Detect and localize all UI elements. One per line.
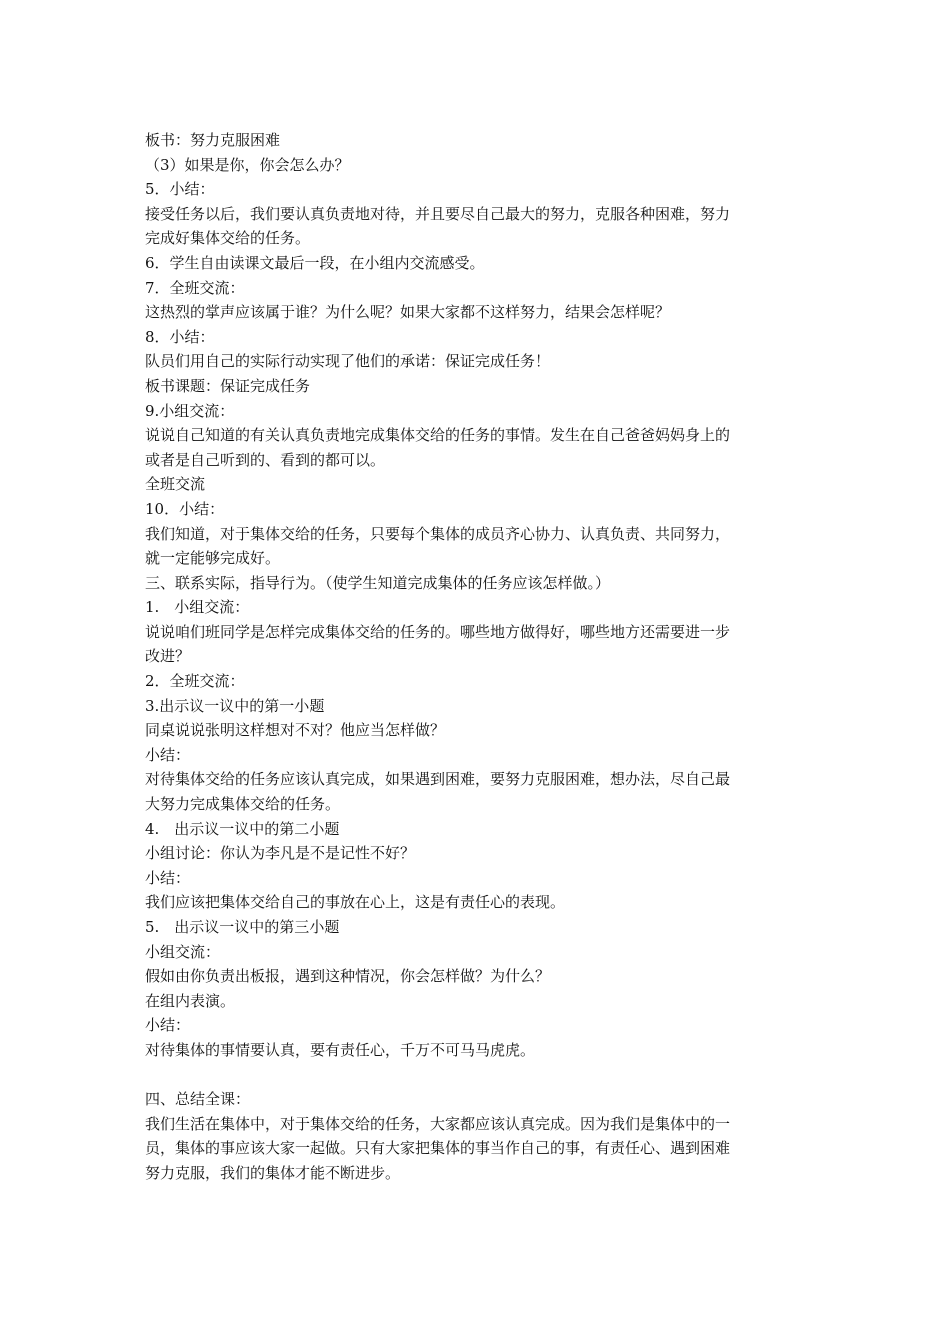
text-line: 接受任务以后，我们要认真负责地对待，并且要尽自己最大的努力，克服各种困难，努力	[145, 204, 731, 223]
text-line: 小结：	[145, 745, 191, 764]
text-line: 10．小结：	[145, 499, 225, 518]
section-heading: 三、联系实际，指导行为。（使学生知道完成集体的任务应该怎样做。）	[145, 573, 611, 592]
text-line: 员，集体的事应该大家一起做。只有大家把集体的事当作自己的事，有责任心、遇到困难	[145, 1139, 731, 1158]
text-line: 对待集体的事情要认真，要有责任心，千万不可马马虎虎。	[145, 1040, 536, 1059]
text-line: 8．小结：	[145, 327, 215, 346]
text-line: 就一定能够完成好。	[145, 549, 281, 568]
text-line: 7．全班交流：	[145, 278, 245, 297]
text-line: 假如由你负责出板报，遇到这种情况，你会怎样做？为什么？	[145, 967, 551, 986]
text-line: 这热烈的掌声应该属于谁？为什么呢？如果大家都不这样努力，结果会怎样呢？	[145, 303, 671, 322]
blank-line	[145, 1063, 810, 1088]
text-line: 大努力完成集体交给的任务。	[145, 795, 341, 814]
text-line: 小组讨论：你认为李凡是不是记性不好？	[145, 844, 416, 863]
text-line: 同桌说说张明这样想对不对？他应当怎样做？	[145, 721, 446, 740]
text-line: 5．小结：	[145, 180, 215, 199]
text-line: 小结：	[145, 868, 191, 887]
text-line: 我们知道，对于集体交给的任务，只要每个集体的成员齐心协力、认真负责、共同努力，	[145, 524, 731, 543]
text-line: 完成好集体交给的任务。	[145, 229, 311, 248]
text-line: 改进？	[145, 647, 191, 666]
text-line: 9.小组交流：	[145, 401, 235, 420]
text-line: 板书课题：保证完成任务	[145, 376, 311, 395]
text-line: 1. 小组交流：	[145, 598, 250, 617]
text-line: 说说咱们班同学是怎样完成集体交给的任务的。哪些地方做得好，哪些地方还需要进一步	[145, 622, 731, 641]
section-heading: 四、总结全课：	[145, 1090, 251, 1109]
text-line: 我们生活在集体中，对于集体交给的任务，大家都应该认真完成。因为我们是集体中的一	[145, 1114, 731, 1133]
text-line: 或者是自己听到的、看到的都可以。	[145, 450, 386, 469]
text-line: 说说自己知道的有关认真负责地完成集体交给的任务的事情。发生在自己爸爸妈妈身上的	[145, 426, 731, 445]
text-line: 全班交流	[145, 475, 206, 494]
text-line: （3）如果是你，你会怎么办？	[145, 155, 350, 174]
text-line: 队员们用自己的实际行动实现了他们的承诺：保证完成任务！	[145, 352, 551, 371]
text-line: 3.出示议一议中的第一小题	[145, 696, 325, 715]
text-line: 6．学生自由读课文最后一段，在小组内交流感受。	[145, 253, 485, 272]
text-line: 5. 出示议一议中的第三小题	[145, 918, 340, 936]
text-line: 小结：	[145, 1016, 191, 1035]
text-line: 小组交流：	[145, 942, 221, 961]
text-line: 板书：努力克服困难	[145, 131, 281, 149]
text-line: 2．全班交流：	[145, 672, 245, 691]
text-line: 努力克服，我们的集体才能不断进步。	[145, 1163, 401, 1182]
text-line: 4. 出示议一议中的第二小题	[145, 819, 340, 838]
document-body	[145, 128, 810, 1186]
text-line: 在组内表演。	[145, 991, 236, 1010]
text-line: 对待集体交给的任务应该认真完成，如果遇到困难，要努力克服困难，想办法，尽自己最	[145, 770, 731, 789]
text-line: 我们应该把集体交给自己的事放在心上，这是有责任心的表现。	[145, 893, 566, 912]
